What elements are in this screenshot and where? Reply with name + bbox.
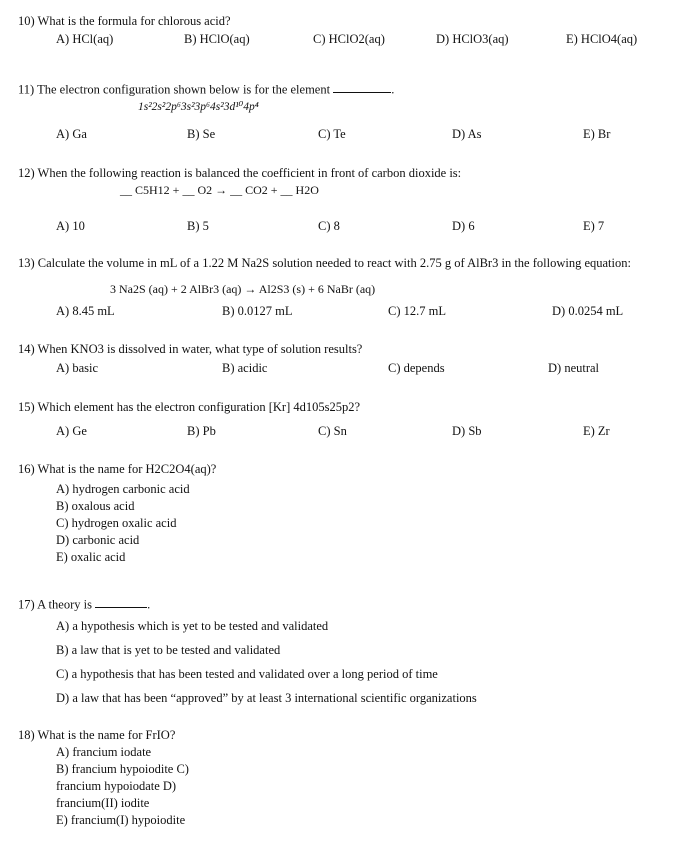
q12-option-d[interactable]: D) 6 (452, 219, 475, 233)
q11-question-row (18, 81, 394, 97)
q17-answer-blank (95, 596, 147, 608)
q13-option-b[interactable]: B) 0.0127 mL (222, 304, 293, 318)
q14-option-d[interactable]: D) neutral (548, 361, 600, 375)
q17-option-d[interactable]: D) a law that has been “approved” by at least 3 international scientific organizations (56, 691, 477, 705)
q16-option-b[interactable]: B) oxalous acid (56, 499, 135, 513)
q14-option-a[interactable]: A) basic (56, 361, 98, 375)
q17-option-b[interactable]: B) a law that is yet to be tested and validated (56, 643, 281, 657)
q15-question: 15) Which element has the electron configuration [Kr] 4d105s25p2? (18, 400, 361, 414)
q15-option-e[interactable]: E) Zr (583, 424, 610, 438)
q18-option-b-line1[interactable]: B) francium hypoiodite C) (56, 762, 189, 776)
q11-answer-blank (333, 81, 391, 93)
q17-question: 17) A theory is (18, 597, 92, 612)
q12-option-c[interactable]: C) 8 (318, 219, 340, 233)
q12-question: 12) When the following reaction is balanced the coefficient in front of carbon dioxide is: (18, 166, 462, 180)
q13-option-a[interactable]: A) 8.45 mL (56, 304, 115, 318)
q18-question: 18) What is the name for FrIO? (18, 728, 176, 742)
q17-period: . (147, 597, 151, 612)
q16-option-d[interactable]: D) carbonic acid (56, 533, 140, 547)
q11-option-b[interactable]: B) Se (187, 127, 216, 141)
q10-option-e[interactable]: E) HClO4(aq) (566, 32, 638, 46)
q17-option-c[interactable]: C) a hypothesis that has been tested and validated over a long period of time (56, 667, 438, 681)
q18-option-b-line3[interactable]: francium(II) iodite (56, 796, 150, 810)
q17-option-a[interactable]: A) a hypothesis which is yet to be tested and validated (56, 619, 329, 633)
q10-option-a[interactable]: A) HCl(aq) (56, 32, 114, 46)
q13-equation: 3 Na2S (aq) + 2 AlBr3 (aq) → Al2S3 (s) + 6 NaBr (aq) (110, 282, 376, 296)
q12-equation: __ C5H12 + __ O2 → __ CO2 + __ H2O (120, 183, 319, 197)
q12-option-a[interactable]: A) 10 (56, 219, 85, 233)
q17-question-row (18, 596, 150, 612)
q14-option-b[interactable]: B) acidic (222, 361, 268, 375)
q15-option-c[interactable]: C) Sn (318, 424, 347, 438)
q16-option-e[interactable]: E) oxalic acid (56, 550, 126, 564)
q13-option-d[interactable]: D) 0.0254 mL (552, 304, 624, 318)
q14-question: 14) When KNO3 is dissolved in water, what type of solution results? (18, 342, 363, 356)
q12-option-e[interactable]: E) 7 (583, 219, 605, 233)
q13-option-c[interactable]: C) 12.7 mL (388, 304, 446, 318)
q16-option-a[interactable]: A) hydrogen carbonic acid (56, 482, 190, 496)
q15-option-b[interactable]: B) Pb (187, 424, 216, 438)
q18-option-b-line2[interactable]: francium hypoiodate D) (56, 779, 177, 793)
q16-option-c[interactable]: C) hydrogen oxalic acid (56, 516, 177, 530)
q11-configuration: 1s²2s²2p⁶3s²3p⁶4s²3d¹⁰4p⁴ (138, 101, 259, 113)
q10-option-c[interactable]: C) HClO2(aq) (313, 32, 385, 46)
q11-option-e[interactable]: E) Br (583, 127, 611, 141)
q12-option-b[interactable]: B) 5 (187, 219, 209, 233)
q10-option-b[interactable]: B) HClO(aq) (184, 32, 250, 46)
q18-option-a[interactable]: A) francium iodate (56, 745, 152, 759)
q11-option-d[interactable]: D) As (452, 127, 482, 141)
q16-question: 16) What is the name for H2C2O4(aq)? (18, 462, 217, 476)
q10-option-d[interactable]: D) HClO3(aq) (436, 32, 509, 46)
q15-option-a[interactable]: A) Ge (56, 424, 87, 438)
q11-option-c[interactable]: C) Te (318, 127, 346, 141)
q14-option-c[interactable]: C) depends (388, 361, 445, 375)
q13-question: 13) Calculate the volume in mL of a 1.22 M Na2S solution needed to react with 2.75 g of AlBr3 in the following equation: (18, 256, 631, 270)
q11-question: 11) The electron configuration shown below is for the element (18, 82, 331, 97)
q18-option-e[interactable]: E) francium(I) hypoiodite (56, 813, 186, 827)
q11-option-a[interactable]: A) Ga (56, 127, 87, 141)
q11-period: . (391, 82, 395, 97)
q15-option-d[interactable]: D) Sb (452, 424, 482, 438)
q10-question: 10) What is the formula for chlorous acid? (18, 14, 231, 28)
